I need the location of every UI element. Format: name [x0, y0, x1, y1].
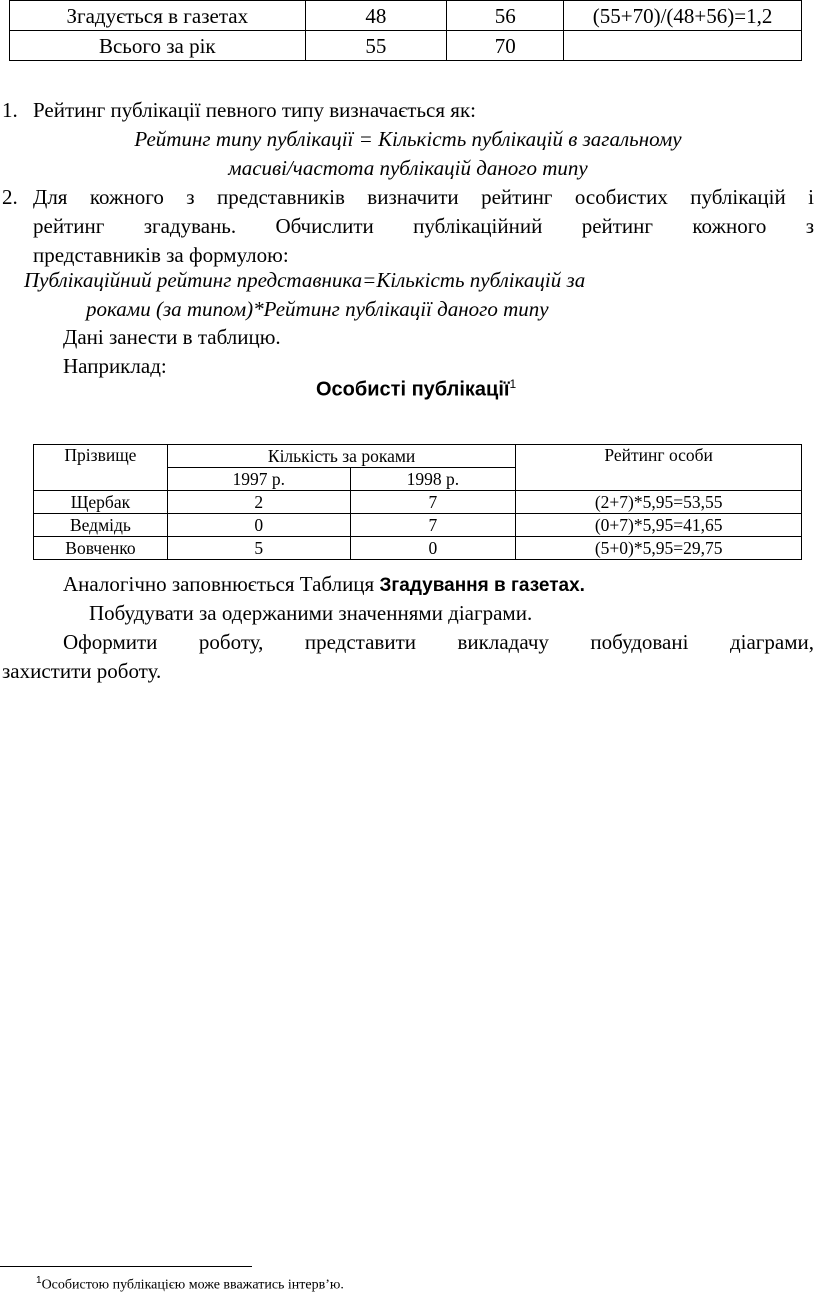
table-cell: 48 — [305, 1, 447, 31]
table-header-row — [34, 445, 802, 468]
table-cell — [564, 31, 802, 61]
footnote-text: Особистою публікацією може вважатись інтерв’ю. — [41, 1277, 344, 1293]
list-item-2-line-1: Для кожного з представників визначити рейтинг особистих публікацій і — [33, 185, 814, 209]
footnote-separator — [0, 1266, 252, 1267]
after-line-1 — [63, 569, 585, 601]
table-row — [10, 1, 802, 31]
list-number-2: 2. — [2, 185, 18, 209]
table-cell: 7 — [350, 491, 516, 514]
table-cell: (55+70)/(48+56)=1,2 — [564, 1, 802, 31]
footnote-number: 1 — [36, 1275, 42, 1286]
table-cell: 0 — [350, 537, 516, 560]
formula-1-line-2: масиві/частота публікацій даного типу — [228, 156, 588, 180]
table-cell: Вовченко — [34, 537, 168, 560]
after-line-1-bold: Згадування в газетах. — [379, 575, 585, 596]
table-title-text: Особисті публікації — [316, 378, 510, 401]
header-year-1997: 1997 р. — [167, 468, 350, 491]
table-cell: Щербак — [34, 491, 168, 514]
table-cell: 56 — [447, 1, 564, 31]
formula-1-line-1: Рейтинг типу публікації = Кількість публікацій в загальному — [134, 127, 682, 151]
table-cell: (5+0)*5,95=29,75 — [516, 537, 802, 560]
table-row — [10, 31, 802, 61]
table-cell: 7 — [350, 514, 516, 537]
table-title — [316, 377, 516, 402]
header-surname: Прізвище — [34, 445, 168, 491]
note-data-to-table: Дані занести в таблицю. — [63, 325, 281, 349]
footnote-mark: 1 — [509, 377, 517, 391]
publications-table — [33, 444, 802, 560]
formula-2-line-1: Публікаційний рейтинг представника=Кількість публікацій за — [24, 268, 586, 292]
table-cell: 55 — [305, 31, 447, 61]
header-year-1998: 1998 р. — [350, 468, 516, 491]
note-example: Наприклад: — [63, 354, 167, 378]
list-item-2-line-2: рейтинг згадувань. Обчислити публікаційний рейтинг кожного з — [33, 214, 814, 238]
list-number-1: 1. — [2, 98, 18, 122]
table-cell: 0 — [167, 514, 350, 537]
table-row — [34, 491, 802, 514]
header-rating: Рейтинг особи — [516, 445, 802, 491]
table-cell: Ведмідь — [34, 514, 168, 537]
table-row — [34, 537, 802, 560]
table-cell: Згадується в газетах — [10, 1, 306, 31]
footnote — [36, 1275, 344, 1294]
table-cell: (0+7)*5,95=41,65 — [516, 514, 802, 537]
after-line-1-prefix: Аналогічно заповнюється Таблиця — [63, 572, 375, 596]
table-cell: 5 — [167, 537, 350, 560]
formula-2-line-2: роками (за типом)*Рейтинг публікації даного типу — [86, 297, 549, 321]
after-line-4: захистити роботу. — [2, 659, 162, 683]
list-item-1-text: Рейтинг публікації певного типу визначається як: — [33, 98, 476, 122]
top-table — [9, 0, 802, 61]
table-cell: 70 — [447, 31, 564, 61]
header-count-by-year: Кількість за роками — [167, 445, 515, 468]
table-cell: 2 — [167, 491, 350, 514]
table-row — [34, 514, 802, 537]
table-cell: (2+7)*5,95=53,55 — [516, 491, 802, 514]
after-line-2: Побудувати за одержаними значеннями діаграми. — [89, 601, 533, 625]
after-line-3: Оформити роботу, представити викладачу побудовані діаграми, — [63, 630, 814, 654]
list-item-2-line-3: представників за формулою: — [33, 243, 289, 267]
table-cell: Всього за рік — [10, 31, 306, 61]
